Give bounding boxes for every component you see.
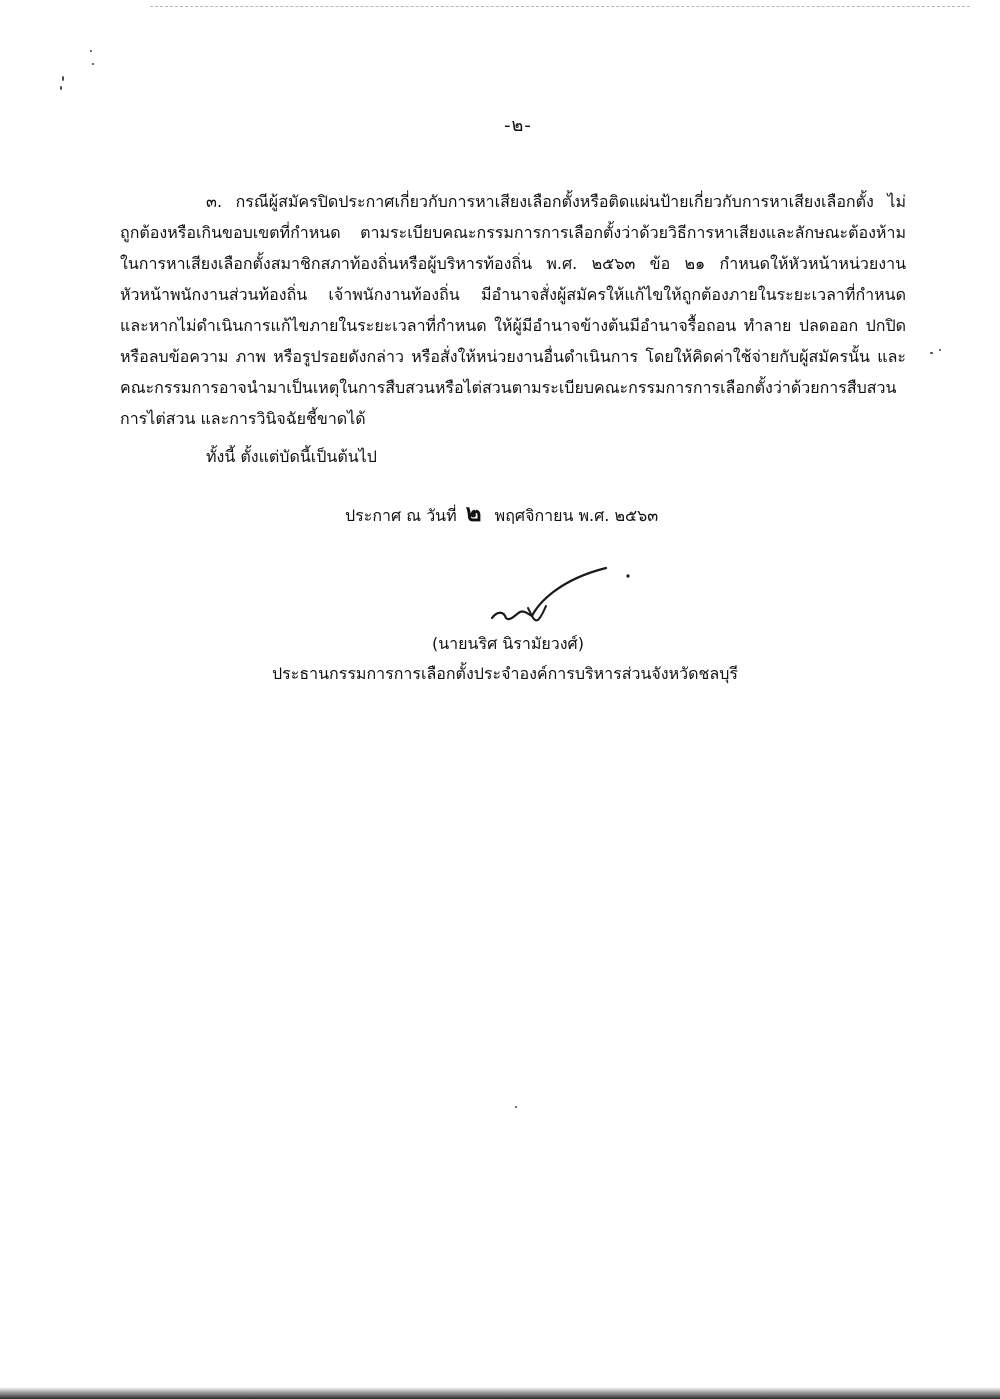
body-paragraph-text: ๓. กรณีผู้สมัครปิดประกาศเกี่ยวกับการหาเสียงเลือกตั้งหรือติดแผ่นป้ายเกี่ยวกับการหาเสียงเลือกตั้ง ไม่ถูกต้องหรือเกินขอบเขตที่กำหนด ตามระเบียบคณะกรรมการการเลือกตั้งว่าด้วยวิธีการหาเสียงและลักษณะต้องห้ามในการหาเสียงเลือกตั้งสมาชิกสภาท้องถิ่นหรือผู้บริหารท้องถิ่น พ.ศ. ๒๕๖๓ ข้อ ๒๑ กำหนดให้หัวหน้าหน่วยงาน หัวหน้าพนักงานส่วนท้องถิ่น เจ้าพนักงานท้องถิ่น มีอำนาจสั่งผู้สมัครให้แก้ไขให้ถูกต้องภายในระยะเวลาที่กำหนด และหากไม่ดำเนินการแก้ไขภายในระยะเวลาที่กำหนด ให้ผู้มีอำนาจข้างต้นมีอำนาจรื้อถอน ทำลาย ปลดออก ปกปิด หรือลบข้อความ ภาพ หรือรูปรอยดังกล่าว หรือสั่งให้หน่วยงานอื่นดำเนินการ โดยให้คิดค่าใช้จ่ายกับผู้สมัครนั้น และคณะกรรมการอาจนำมาเป็นเหตุในการสืบสวนหรือไต่สวนตามระเบียบคณะกรรมการการเลือกตั้งว่าด้วยการสืบสวน การไต่สวน และการวินิจฉัยชี้ขาดได้ <box>120 192 906 428</box>
scan-bottom-edge <box>0 1387 1000 1399</box>
announcement-date <box>345 493 658 532</box>
scan-speck <box>60 86 62 90</box>
scan-speck <box>90 50 92 52</box>
handwritten-signature <box>488 560 638 630</box>
scan-speck <box>92 63 94 65</box>
scan-speck <box>62 76 64 81</box>
announcement-month-year: พฤศจิกายน พ.ศ. ๒๕๖๓ <box>494 506 659 525</box>
announcement-day: ๒ <box>465 499 482 527</box>
page-number: -๒- <box>504 115 532 136</box>
body-paragraph <box>120 186 906 434</box>
scan-speck <box>939 349 941 351</box>
effective-clause: ทั้งนี้ ตั้งแต่บัดนี้เป็นต้นไป <box>206 447 377 466</box>
announcement-prefix: ประกาศ ณ วันที่ <box>345 506 457 525</box>
scan-speck <box>515 1106 517 1108</box>
signer-name: (นายนริศ นิรามัยวงศ์) <box>432 634 584 653</box>
scan-speck <box>930 352 933 354</box>
signer-title: ประธานกรรมการการเลือกตั้งประจำองค์การบริหารส่วนจังหวัดชลบุรี <box>272 664 738 683</box>
scan-top-edge <box>150 0 970 7</box>
